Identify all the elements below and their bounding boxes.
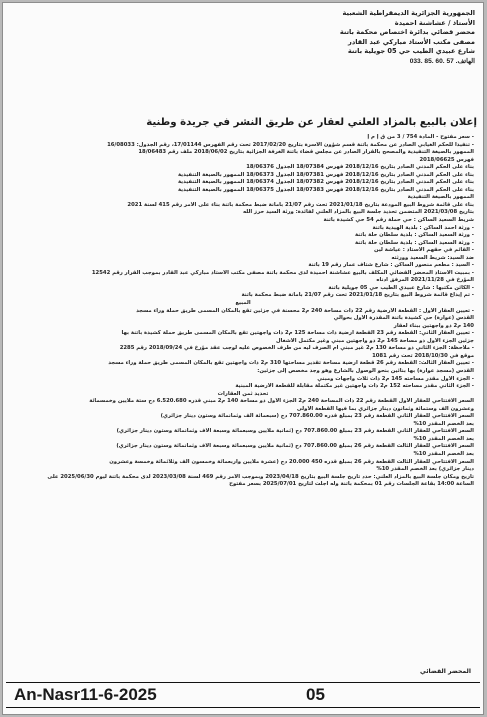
body-line: وعشرون ألف وستمائة وثمانون دينار جزائري بما فيها القطعة الأولى (296, 405, 474, 412)
body-line: - ورثة أحمد الساكن : بلدية الهيدية باتنة (372, 224, 474, 231)
body-line: بعد الخصم المقدر 10% (413, 450, 474, 457)
body-line: تاريخ ومكان جلسة البيع بالمزاد العلني: حدد تاريخ جلسة البيع بتاريخ 2023/04/18 وبموجب الأمر رقم 469 لسنة 2023/03/08 لدى محكمة باتنة ليوم 2025/06/30 على (47, 473, 474, 480)
body-line: - القائم في حقهم الأستاذ : عياشة لين (373, 247, 474, 254)
newspaper-page (2, 2, 484, 715)
bailiff-header (145, 9, 475, 67)
body-line: بعد الخصم المقدر 10% (413, 435, 474, 442)
body-line: المؤرخ في 2021/11/28 المرفق أدناه (376, 277, 474, 284)
notice-body (12, 134, 474, 489)
body-line: - تعيين العقار الأول : القطعة الأرضية رقم 22 ذات مساحة 240 م2 محسنة في جزئين تقع بالمكان المسمى طريق حملة وراء مسجد (136, 307, 474, 314)
body-line: دينار جزائري) بعد الخصم المقدر 10% (376, 466, 474, 473)
body-line: بناء على الحكم المدني الصادر بتاريخ 2018/12/16 فهرس 18/07382 الجدول 18/06374 الممهور بالصيغة التنفيذية (177, 179, 474, 186)
body-line: - تعيين العقار الثاني: القطعة رقم 23 القطعة أرضية ذات مساحة 125 م2 ذات واجهتين تقع بالمكان المسمى طريق حملة كشيدة باتنة بها (121, 330, 474, 337)
section-heading: المبيع (235, 300, 251, 307)
body-line: بعد الخصم المقدر 10% (413, 420, 474, 427)
publication-code: An-Nasr11-6-2025 (14, 685, 157, 704)
body-line: - ملاحظة: الجزء الثاني ذو مساحة 130 م2 غير مبني أم الصرف ليه من طرف الخصوص عليه لوجب عقد مؤرخ في 2018/09/24 رقم 2285 (119, 345, 474, 352)
body-line: - السيد : مطعم منصور الساكن : شارع شتاف عمار رقم 19 باتنة (308, 262, 474, 269)
body-line: بتاريخ 2021/03/08 المتضمن تحديد جلسة البيع بالمزاد العلني لفائدة: ورثة السيد حرز الله (243, 209, 474, 216)
body-line: موقع في 2018/10/30 تحت رقم 1081 (372, 352, 474, 359)
body-line: - تعيين العقار الثالث: القطعة رقم 26 قطعة أرضية مساحة تقدير مساحتها 310 م2 ذات واجهتين تقع بالمكان المسمى طريق حملة وراء مسجد (108, 360, 474, 367)
body-line: الممهور بالصيغة التنفيذية (407, 194, 474, 201)
body-line: بناء على قائمة شروط البيع المودعة بتاريخ 2021/01/18 تحت رقم 21/07 بأمانة ضبط محكمة باتنة بناء على الأمر رقم 415 لسنة 2021 (127, 201, 474, 208)
body-line: شريط السعيد الساكن : حي حملة رقم 54 حي كشيدة باتنة (323, 217, 474, 224)
body-line: السعر الافتتاحي للعقار الثالث القطعة رقم 26 بمبلغ قدره 450 20.000 دج (عشرة ملايين وأربعمائة وخمسون ألف وثلاثمائة وخمسة وعشرون (109, 458, 474, 465)
body-line: - ورثة السعيد الساكن : بلدية سلطان حلة باتنة (354, 239, 474, 246)
header-jurisdiction: محضر قضائي بدائرة اختصاص محكمة باتنة (339, 28, 475, 37)
body-line: بناء على الحكم المدني الصادر بتاريخ 2018/12/16 فهرس 18/07381 الجدول 18/06373 الممهور بالصيغة التنفيذية (177, 171, 474, 178)
body-line: - بمبيت الأستاذ المحضر القضائي المكلف بالبيع عشاشنة احميدة لدى محكمة باتنة مصفى مكتب الأستاذ مباركي عبد القادر بموجب القرار رقم 12542 (91, 269, 474, 276)
body-line: جزئين الجزء الأول ذو مساحة 145 م2 ذو واجهتين مبني وغير مكتمل الأشغال (276, 337, 474, 344)
body-line: بناء على الحكم المدني الصادر بتاريخ 2018/12/16 فهرس 18/07383 الجدول 18/06375 الممهور بالصيغة التنفيذية (177, 186, 474, 193)
body-line: السعر الافتتاحي للعقار الثاني القطعة رقم 23 بمبلغ 707.860.00 دج (ثمانية ملايين وسبعمائة وسبعة آلاف وثمانمائة وستون دينار جزائري) (116, 428, 474, 435)
body-line: الساعة 14:00 بقاعة الجلسات رقم 01 بمحكمة باتنة وله أجلت لتاريخ 2025/07/01 بسعر مفتوح (229, 481, 474, 488)
body-line: السعر الافتتاحي للعقار الثاني القطعة رقم 23 بمبلغ قدره 707.860.00 دج (سبعمائة ألف وثمانمائة وستون دينار جزائري) (160, 413, 474, 420)
body-line: - تنفيذا للحكم الغيابي الصادر عن محكمة باتنة قسم شؤون الأسرة بتاريخ 2017/02/20 تحت رقم الفهرس 17/01144، رقم الجدول: 16/08033 (107, 141, 474, 148)
body-line: ضد السيد: شريط السعيد وورثته (391, 254, 474, 261)
body-line: السعر الافتتاحي للعقار الثالث القطعة رقم 26 بمبلغ 707.860.00 دج (ثمانية ملايين وسبعمائة وسبعة آلاف وثمانمائة وستون دينار جزائري) (116, 443, 474, 450)
header-bailiff-name: الأستاذ / عشاشنة احميدة (394, 18, 475, 27)
header-address: شارع عبيدي الطيب حي 05 جويلية باتنة (347, 47, 475, 56)
header-republic: الجمهورية الجزائرية الديمقراطية الشعبية (342, 9, 475, 17)
body-line: - الجزء الأول مقدر مساحته 145 م2 ذات ثلاث واجهات ومبني (317, 375, 474, 382)
body-line: القدس (مسجد عوارة) بها بنائين بنحو الوصول بالشارع وهو وجد مخصص إلى جزئين: (257, 367, 474, 374)
body-line: بناء على الحكم المدني الصادر بتاريخ 2018/12/16 فهرس 18/07384 الجدول 18/06376 (246, 164, 474, 171)
body-line: 140 م2 ذو واجهتين ببناء لعقار (393, 322, 474, 329)
body-line: - سعر مفتوح - المادة 754 / 3 من ق إ م إ (367, 134, 474, 140)
header-liquidator: مصفى مكتب الأستاذ مباركي عبد القادر (348, 37, 475, 46)
section-heading: تحديد ثمن العقارات (217, 390, 269, 397)
notice-headline: إعلان بالبيع بالمزاد العلني لعقار عن طريق النشر في جريدة وطنية (146, 117, 477, 128)
body-line: - الجزء الثاني مقدر مساحته 152 م2 ذات واجهتين غير مكتملة مقابلة للقطعة الأرضية المبنية (235, 383, 474, 390)
page-number: 05 (306, 685, 325, 704)
body-line: القدس (عوارة) حي كشيدة باتنة المقدرة الأول بحوالي (333, 315, 474, 322)
body-line: الممهور بالصيغة التنفيذية والمصحح بالقرار الصادر عن مجلس قضاء باتنة الغرفة الجزائية بتاريخ 2018/06/02 ملف رقم 18/06483 (138, 149, 474, 156)
footer-bar (6, 682, 480, 708)
body-line: السعر الافتتاحي للعقار الأول القطعة رقم 22 ذات المساحة 240 م2 الجزء الأول ذو مساحة 140 م2 مبني قدره 6.520.680 دج ستة ملايين وخمسمائة (89, 398, 474, 405)
body-line: - الكائن مكتبها : شارع عبيدي الطيب حي 05 جويلية باتنة (328, 284, 474, 291)
signoff: المحضر القضائي (419, 668, 471, 675)
body-line: - ورثة السعيد الساكن : بلدية سلطان حلة باتنة (354, 232, 474, 239)
header-phone: الهاتف. 57 .60 .85 .033 (409, 57, 475, 65)
body-line: - تم إيداع قائمة شروط البيع بتاريخ 2021/01/18 تحت رقم 21/07 بأمانة ضبط محكمة باتنة (241, 292, 474, 299)
body-line: فهرس 2018/06625 (419, 156, 474, 163)
